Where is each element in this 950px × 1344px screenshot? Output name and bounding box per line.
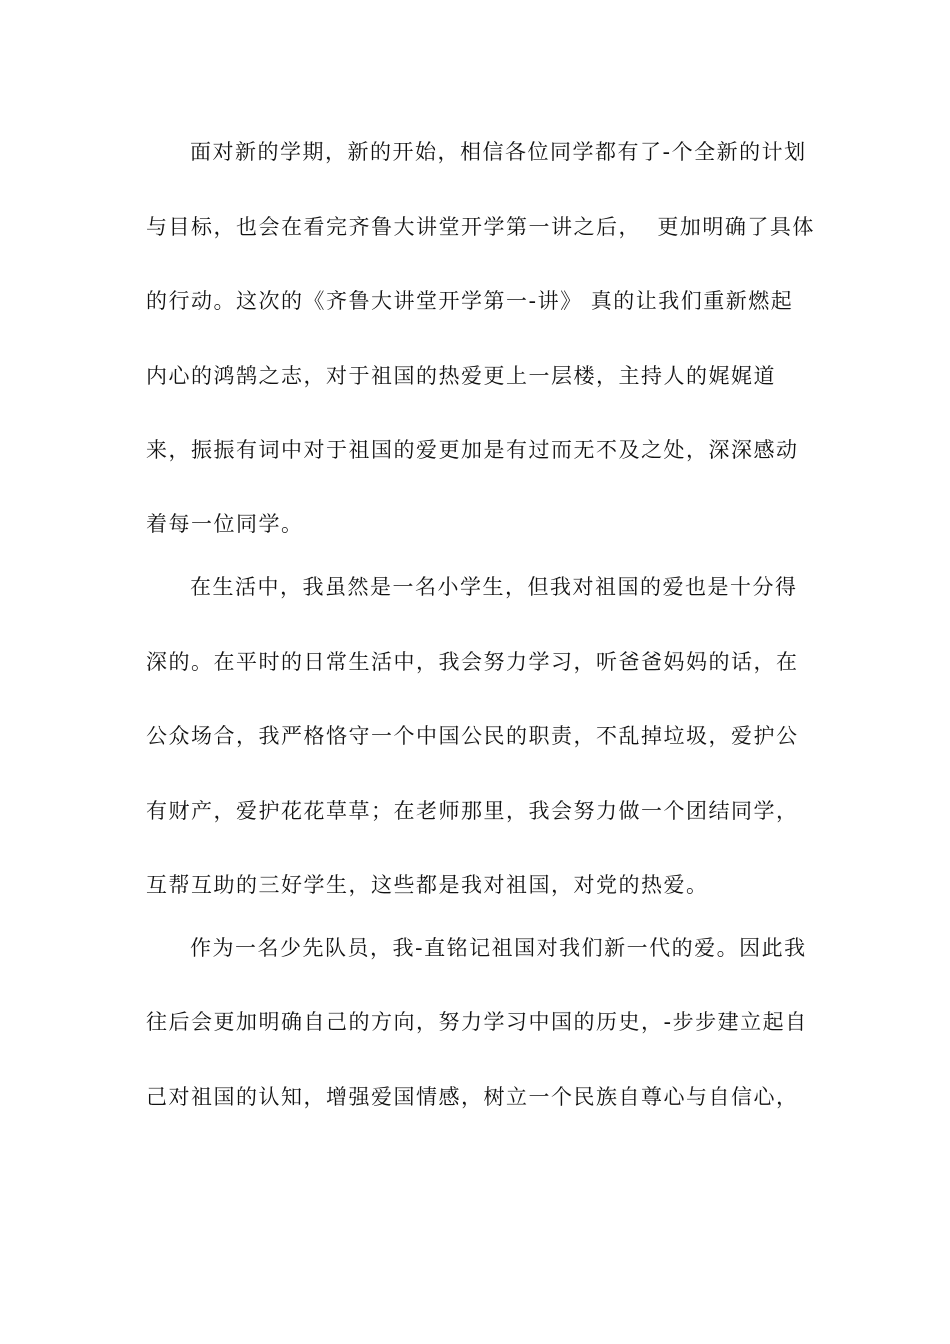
paragraph-2-line-3: 公众场合，我严格恪守一个中国公民的职责，不乱掉垃圾，爱护公 [146, 724, 799, 748]
paragraph-2-line-5: 互帮互助的三好学生，这些都是我对祖国，对党的热爱。 [146, 873, 709, 897]
paragraph-2-line-1: 在生活中，我虽然是一名小学生，但我对祖国的爱也是十分得 [190, 575, 798, 599]
paragraph-1-line-5: 来，振振有词中对于祖国的爱更加是有过而无不及之处，深深感动 [146, 438, 799, 462]
paragraph-1-line-4: 内心的鸿鹄之志，对于祖国的热爱更上一层楼，主持人的娓娓道 [146, 364, 776, 388]
paragraph-1-line-6: 着每一位同学。 [146, 512, 304, 536]
paragraph-1-line-2: 与目标，也会在看完齐鲁大讲堂开学第一讲之后， 更加明确了具体 [146, 215, 815, 239]
paragraph-2-line-2: 深的。在平时的日常生活中，我会努力学习，听爸爸妈妈的话，在 [146, 650, 799, 674]
paragraph-3-line-1: 作为一名少先队员，我-直铭记祖国对我们新一代的爱。因此我 [190, 936, 807, 960]
paragraph-1-line-3: 的行动。这次的《齐鲁大讲堂开学第一-讲》 真的让我们重新燃起 [146, 289, 794, 313]
paragraph-3-line-2: 往后会更加明确自己的方向，努力学习中国的历史，-步步建立起自 [146, 1010, 808, 1034]
paragraph-3-line-3: 己对祖国的认知，增强爱国情感，树立一个民族自尊心与自信心， [146, 1085, 799, 1109]
paragraph-1-line-1: 面对新的学期，新的开始，相信各位同学都有了-个全新的计划 [190, 140, 807, 164]
paragraph-2-line-4: 有财产，爱护花花草草；在老师那里，我会努力做一个团结同学， [146, 799, 799, 823]
